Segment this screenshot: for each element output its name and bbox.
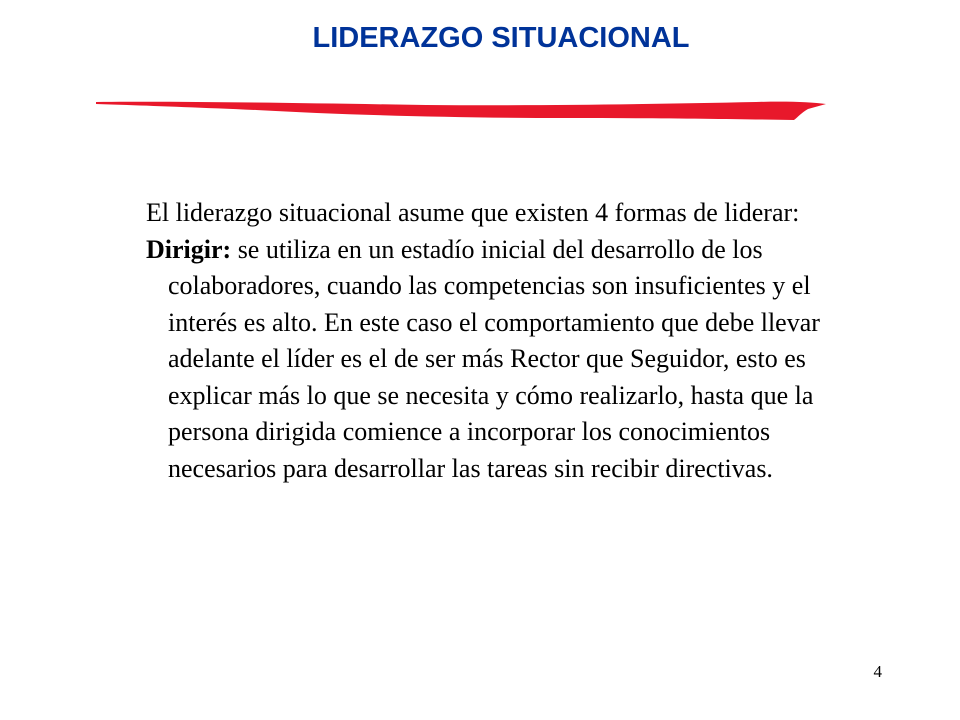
brush-stroke-shape bbox=[96, 102, 826, 120]
intro-paragraph: El liderazgo situacional asume que existen 4 formas de liderar: bbox=[146, 198, 800, 227]
dirigir-paragraph bbox=[146, 232, 846, 488]
slide-title: LIDERAZGO SITUACIONAL bbox=[312, 22, 690, 54]
dirigir-term: Dirigir: bbox=[146, 234, 232, 264]
red-brush-stroke-divider bbox=[96, 99, 826, 123]
dirigir-description: se utiliza en un estadío inicial del desarrollo de los colaboradores, cuando las competencias son insuficientes y el interés es alto. En este caso el comportamiento que debe llevar adelante el líder es el de ser más Rector que Seguidor, esto es explicar más lo que se necesita y cómo realizarlo, hasta que la persona dirigida comience a incorporar los conocimientos necesarios para desarrollar las tareas sin recibir directivas. bbox=[168, 234, 820, 483]
slide-title-container bbox=[0, 22, 960, 55]
body-text bbox=[146, 195, 846, 487]
page-number: 4 bbox=[873, 662, 882, 681]
